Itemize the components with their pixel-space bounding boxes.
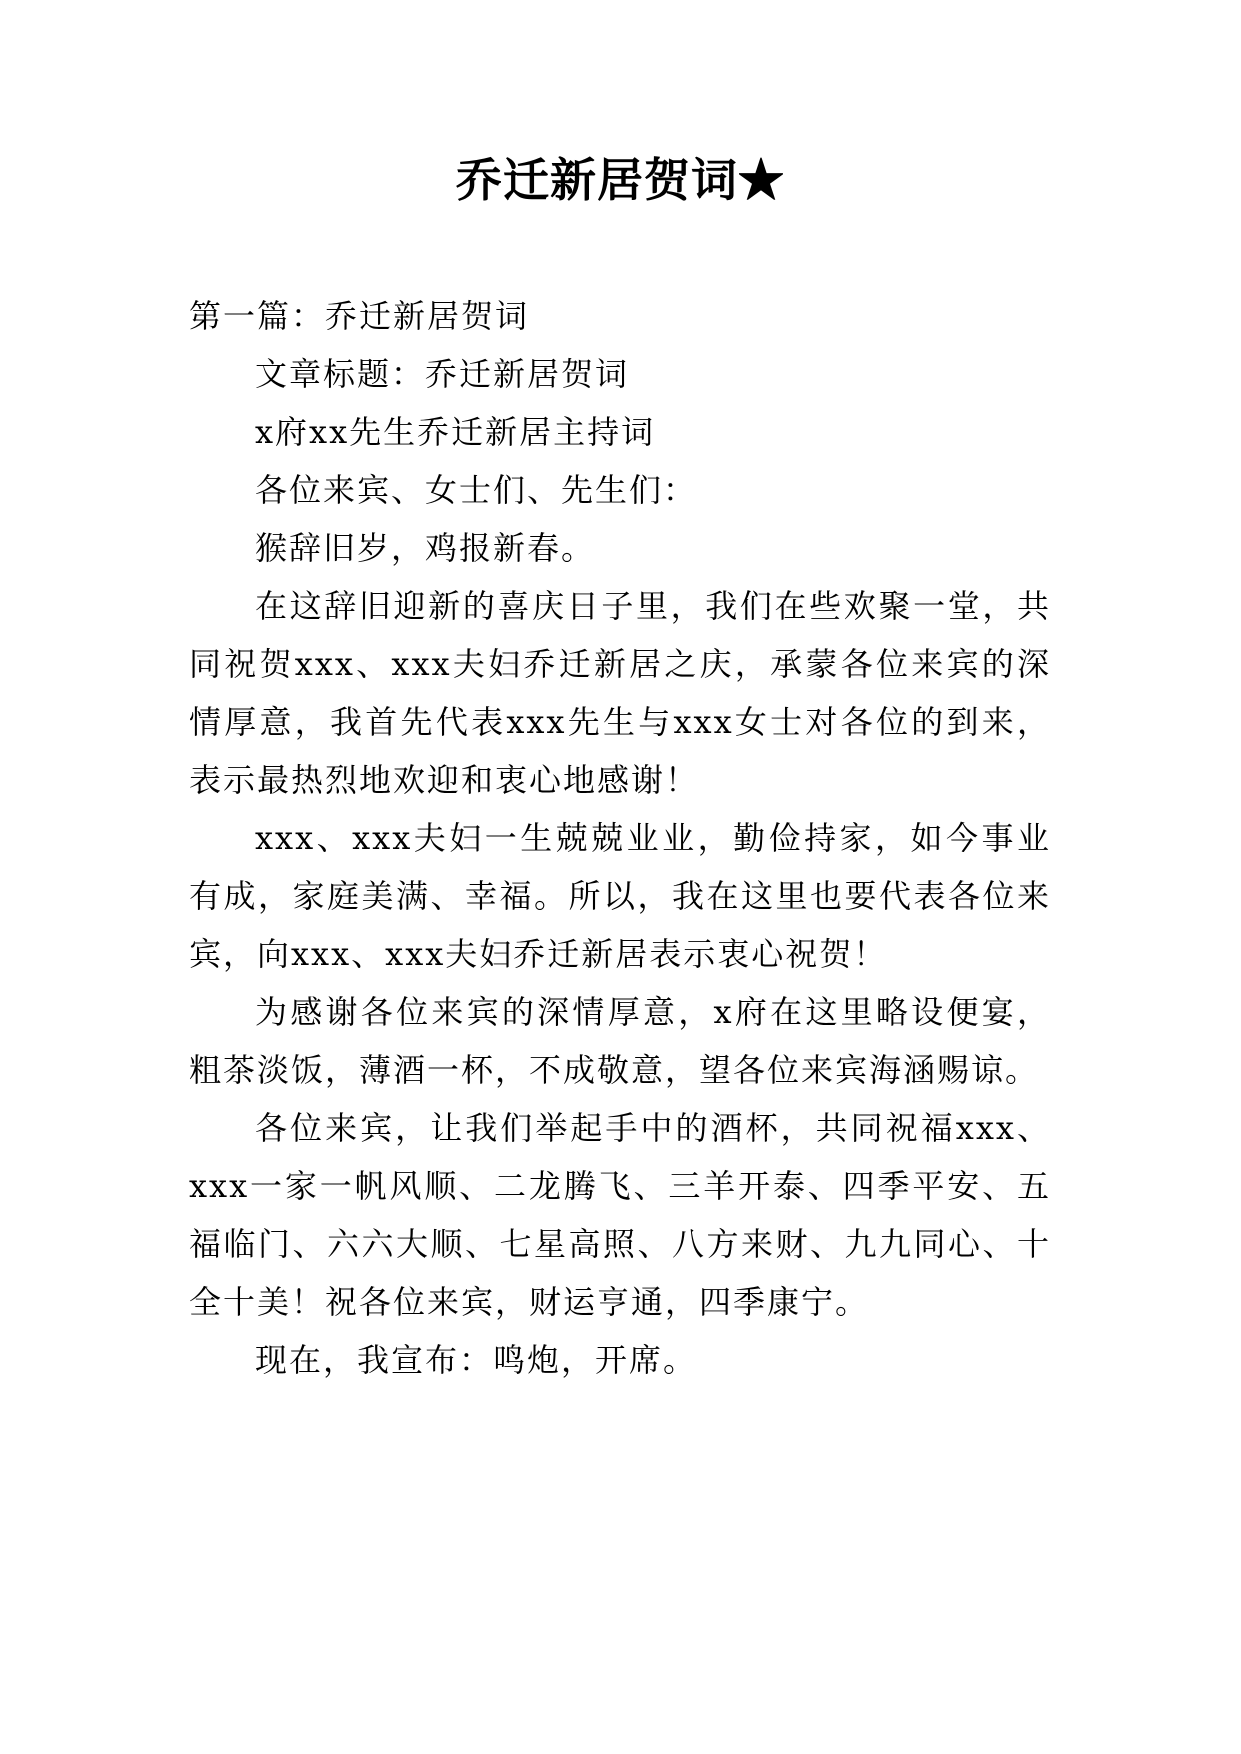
paragraph: 在这辞旧迎新的喜庆日子里，我们在些欢聚一堂，共同祝贺xxx、xxx夫妇乔迁新居之庆，承蒙各位来宾的深情厚意，我首先代表xxx先生与xxx女士对各位的到来，表示最热烈地欢迎和衷心地感谢！ [189, 587, 1051, 799]
document-body [189, 287, 1051, 1389]
salutation: 各位来宾、女士们、先生们： [255, 471, 698, 509]
paragraph: xxx、xxx夫妇一生兢兢业业，勤俭持家，如今事业有成，家庭美满、幸福。所以，我在这里也要代表各位来宾，向xxx、xxx夫妇乔迁新居表示衷心祝贺！ [189, 819, 1051, 973]
paragraph: 各位来宾，让我们举起手中的酒杯，共同祝福xxx、xxx一家一帆风顺、二龙腾飞、三羊开泰、四季平安、五福临门、六六大顺、七星高照、八方来财、九九同心、十全十美！祝各位来宾，财运亨通，四季康宁。 [189, 1109, 1051, 1321]
paragraph: 猴辞旧岁，鸡报新春。 [255, 529, 596, 567]
section-heading: 第一篇：乔迁新居贺词 [189, 297, 530, 335]
paragraph: 为感谢各位来宾的深情厚意，x府在这里略设便宴，粗茶淡饭，薄酒一杯，不成敬意，望各位来宾海涵赐谅。 [189, 993, 1051, 1089]
closing-line: 现在，我宣布：鸣炮，开席。 [255, 1341, 698, 1379]
article-title-line: 文章标题：乔迁新居贺词 [255, 355, 630, 393]
document-title: 乔迁新居贺词★ [456, 153, 785, 207]
host-speech-title: x府xx先生乔迁新居主持词 [255, 413, 656, 451]
